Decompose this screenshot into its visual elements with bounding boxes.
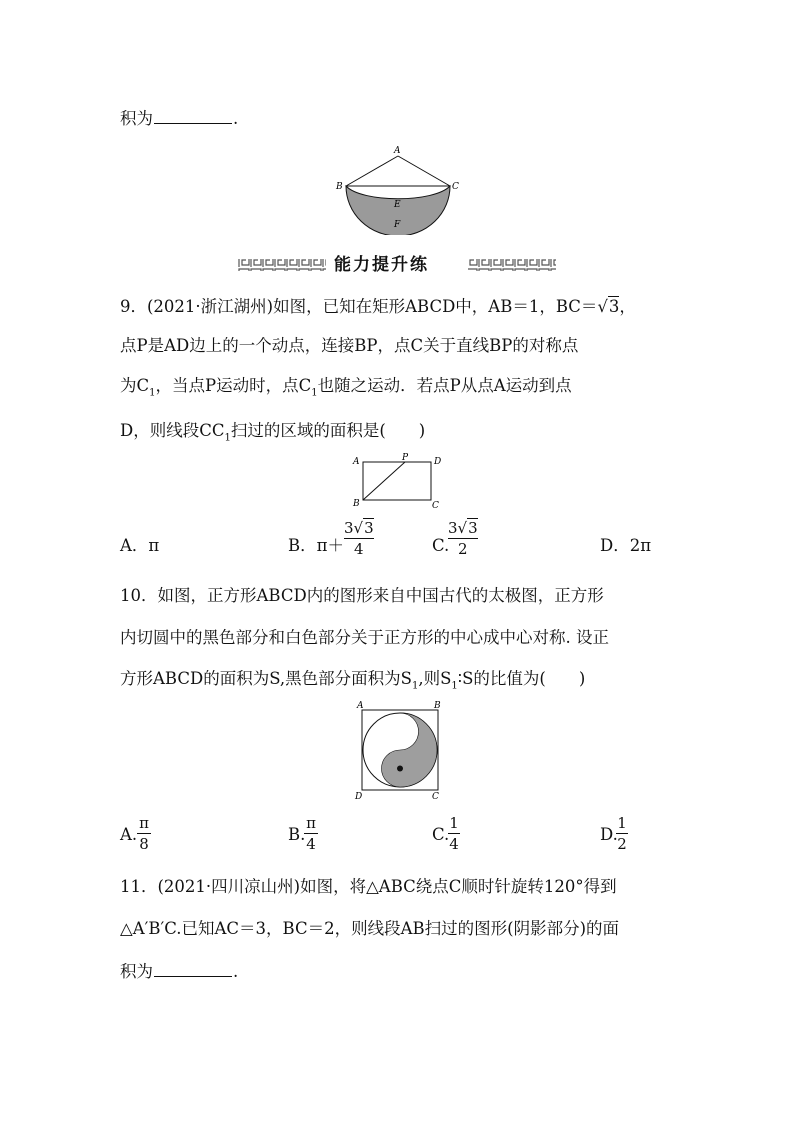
q10-option-b-denominator: 4 [306, 835, 316, 853]
q9-text-1b: ， [619, 297, 636, 316]
prev-question-tail [120, 107, 238, 130]
q9-figure-rectangle [348, 452, 448, 512]
q9-sub-2: 1 [311, 387, 318, 399]
q10-text-3c: ∶S的比值为( ) [457, 669, 586, 688]
q10-fig-label-d: D [355, 792, 363, 802]
q10-line1: 10．如图，正方形ABCD内的图形来自中国古代的太极图，正方形 [120, 586, 604, 605]
q10-option-b-numerator: π [306, 814, 316, 832]
fig8-label-a: A [394, 146, 401, 156]
q11-suffix: . [233, 962, 239, 981]
banner-title: 能力提升练 [334, 255, 429, 275]
q9-option-a[interactable]: A．π [120, 536, 160, 555]
sqrt-symbol: √ [597, 297, 608, 316]
q9-option-c-coef: 3 [448, 519, 458, 537]
q10-figure-taiji-square [352, 700, 446, 802]
q11-answer-blank[interactable] [154, 960, 232, 977]
fig8-label-c: C [452, 182, 459, 192]
q9-text-3c: 也随之运动．若点P从点A运动到点 [317, 376, 572, 395]
q10-option-b-label: B. [288, 825, 306, 844]
q9-option-c-fraction [448, 519, 478, 558]
q9-option-b[interactable] [288, 535, 344, 557]
prev-question-suffix: . [233, 109, 239, 128]
q9-line4 [120, 420, 425, 449]
q10-option-b[interactable] [288, 824, 305, 846]
q10-option-d-label: D. [600, 825, 618, 844]
q10-option-a[interactable] [120, 824, 137, 846]
q9-fig-label-a: A [353, 457, 360, 467]
q10-option-b-fraction [304, 814, 318, 853]
q9-text-4a: D，则线段CC [120, 421, 225, 440]
q10-option-d-numerator: 1 [617, 814, 627, 832]
q10-text-3a: 方形ABCD的面积为S,黑色部分面积为S [120, 669, 412, 688]
q9-option-c-radicand: 3 [468, 519, 478, 537]
q10-line2: 内切圆中的黑色部分和白色部分关于正方形的中心成中心对称. 设正 [120, 628, 609, 647]
q10-line3 [120, 668, 585, 697]
q9-option-c-numerator: 3√3 [448, 519, 478, 537]
q10-option-c-denominator: 4 [449, 835, 459, 853]
q9-sub-1: 1 [149, 387, 156, 399]
q9-fig-label-d: D [434, 457, 442, 467]
q10-option-c-fraction [448, 814, 460, 853]
fig8-label-e: E [394, 200, 401, 210]
q9-option-c-label: C. [432, 536, 450, 555]
q11-line2: △A′B′C.已知AC＝3，BC＝2，则线段AB扫过的图形(阴影部分)的面 [120, 919, 620, 938]
figure-segment-semicircle [332, 143, 464, 235]
q10-fig-label-a: A [357, 701, 364, 711]
q10-option-d-denominator: 2 [617, 835, 627, 853]
q10-option-c-label: C. [432, 825, 450, 844]
q9-fig-label-c: C [432, 501, 439, 511]
q10-fig-label-b: B [434, 701, 441, 711]
q9-text-4b: 扫过的区域的面积是( ) [230, 421, 426, 440]
q9-option-c[interactable] [432, 535, 449, 557]
q9-option-d[interactable]: D．2π [600, 536, 652, 555]
q10-fig-label-c: C [432, 792, 439, 802]
q9-line2: 点P是AD边上的一个动点，连接BP，点C关于直线BP的对称点 [120, 336, 579, 355]
q9-sub-3: 1 [224, 432, 231, 444]
q10-option-a-fraction [137, 814, 151, 853]
q9-text-3a: 为C [120, 376, 150, 395]
q9-radicand: 3 [608, 297, 620, 316]
q10-option-a-denominator: 8 [139, 835, 149, 853]
q9-option-b-denominator: 4 [354, 540, 364, 558]
q10-sub-2: 1 [451, 680, 458, 692]
q9-text-3b: ，当点P运动时，点C [155, 376, 312, 395]
q9-option-b-radicand: 3 [364, 519, 374, 537]
q11-line1: 11．(2021·四川凉山州)如图，将△ABC绕点C顺时针旋转120°得到 [120, 877, 617, 896]
q10-option-d-fraction [616, 814, 628, 853]
answer-blank[interactable] [154, 107, 232, 124]
fig8-label-f: F [394, 220, 401, 230]
fig8-label-b: B [336, 182, 343, 192]
q9-line3 [120, 375, 572, 404]
prev-question-prefix: 积为 [120, 109, 153, 128]
q9-fig-label-p: P [402, 453, 409, 463]
q11-line3 [120, 960, 238, 983]
q10-option-c-numerator: 1 [449, 814, 459, 832]
q10-text-3b: ,则S [418, 669, 452, 688]
q9-fig-label-b: B [353, 499, 360, 509]
q9-option-c-denominator: 2 [458, 540, 468, 558]
q9-option-b-numerator: 3√3 [344, 519, 374, 537]
q11-prefix: 积为 [120, 962, 153, 981]
q10-option-a-numerator: π [139, 814, 149, 832]
q10-option-a-label: A. [120, 825, 138, 844]
q10-sub-1: 1 [411, 680, 419, 692]
q9-option-b-label: B．π＋ [288, 536, 344, 555]
q10-option-c[interactable] [432, 824, 449, 846]
q9-option-b-fraction [344, 519, 374, 558]
q9-option-b-coef: 3 [344, 519, 354, 537]
q9-text-1a: 9．(2021·浙江湖州)如图，已知在矩形ABCD中，AB＝1，BC＝ [120, 297, 598, 316]
q9-line1 [120, 296, 636, 318]
